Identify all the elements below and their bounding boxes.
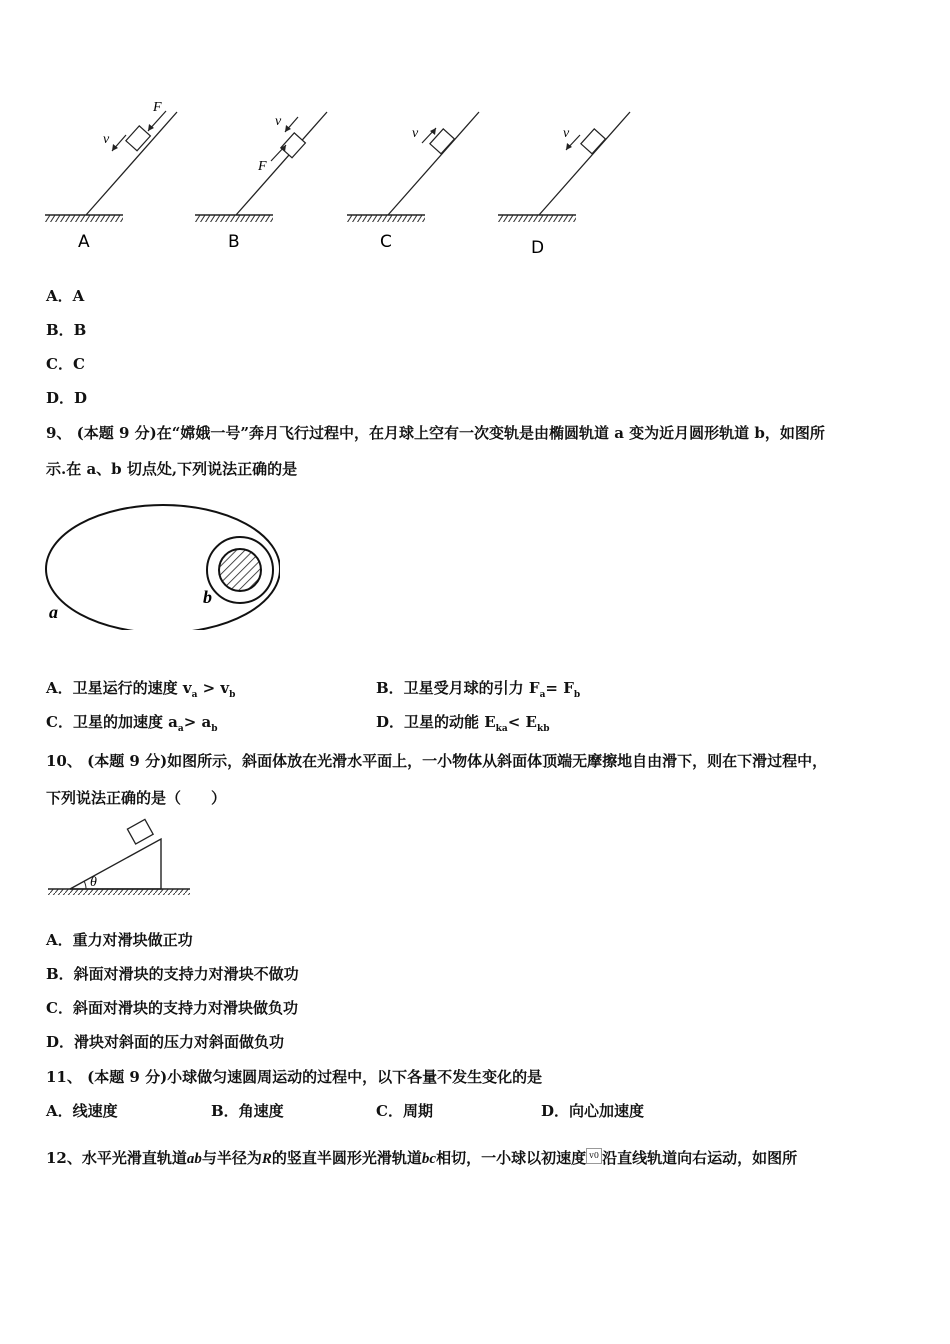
q9-stem-line1: 9、 (本题 9 分)在“嫦娥一号”奔月飞行过程中，在月球上空有一次变轨是由椭圆轨道 a 变为近月圆形轨道 b，如图所 xyxy=(46,424,825,442)
v0-symbol: v0 xyxy=(586,1148,602,1164)
q11-option-c[interactable]: C．周期 xyxy=(376,1102,433,1120)
q9-option-c[interactable]: C．卫星的加速度 $a_a> a_b$ xyxy=(46,713,218,734)
q9-option-b[interactable]: B．卫星受月球的引力 $F_a= F_b$ xyxy=(376,679,581,700)
figure-d xyxy=(498,112,630,258)
q8-option-b[interactable]: B．B xyxy=(46,321,87,339)
velocity-label: v xyxy=(275,114,282,129)
velocity-label: v xyxy=(103,132,110,147)
orbit-a-label: a xyxy=(49,602,58,622)
q9-option-d[interactable]: D．卫星的动能 $E_{ka}< E_{kb}$ xyxy=(376,713,550,734)
figure-c xyxy=(347,112,479,252)
velocity-label: v xyxy=(412,126,419,141)
q11-stem: 11、 (本题 9 分)小球做匀速圆周运动的过程中，以下各量不发生变化的是 xyxy=(46,1068,543,1086)
q11-option-d[interactable]: D．向心加速度 xyxy=(541,1102,645,1120)
q10-stem-line2: 下列说法正确的是（ ） xyxy=(46,789,227,807)
q10-stem-line1: 10、 (本题 9 分)如图所示，斜面体放在光滑水平面上，一小物体从斜面体顶端无摩擦地自由滑下，则在下滑过程中， xyxy=(46,752,828,770)
figure-label: C xyxy=(380,232,392,252)
figure-a xyxy=(45,100,177,252)
q8-option-a[interactable]: A．A xyxy=(46,287,85,305)
figure-label: B xyxy=(228,232,240,252)
force-label: F xyxy=(153,100,162,115)
q10-option-d[interactable]: D．滑块对斜面的压力对斜面做负功 xyxy=(46,1033,285,1051)
orbit-b-label: b xyxy=(203,587,212,607)
q10-option-b[interactable]: B．斜面对滑块的支持力对滑块不做功 xyxy=(46,965,299,983)
orbit-figure xyxy=(40,500,280,630)
incline-figures xyxy=(40,95,640,265)
q10-option-a[interactable]: A．重力对滑块做正功 xyxy=(46,931,193,949)
q11-option-b[interactable]: B．角速度 xyxy=(211,1102,284,1120)
figure-label: A xyxy=(78,232,90,252)
q11-option-a[interactable]: A．线速度 xyxy=(46,1102,118,1120)
q9-option-a[interactable]: A．卫星运行的速度 $v_a > v_b$ xyxy=(46,679,236,700)
q10-option-c[interactable]: C．斜面对滑块的支持力对滑块做负功 xyxy=(46,999,298,1017)
wedge-figure xyxy=(40,815,200,900)
force-label: F xyxy=(258,159,267,174)
q8-option-d[interactable]: D．D xyxy=(46,389,88,407)
theta-label: θ xyxy=(90,875,97,890)
figure-label: D xyxy=(531,238,545,258)
velocity-label: v xyxy=(563,126,570,141)
q8-option-c[interactable]: C．C xyxy=(46,355,85,373)
q9-stem-line2: 示.在 a、b 切点处,下列说法正确的是 xyxy=(46,460,298,478)
figure-b xyxy=(195,112,327,252)
q12-stem-line1: 12、水平光滑直轨道ab与半径为R的竖直半圆形光滑轨道bc相切，一小球以初速度 v0 沿直线轨道向右运动，如图所 xyxy=(46,1149,798,1167)
